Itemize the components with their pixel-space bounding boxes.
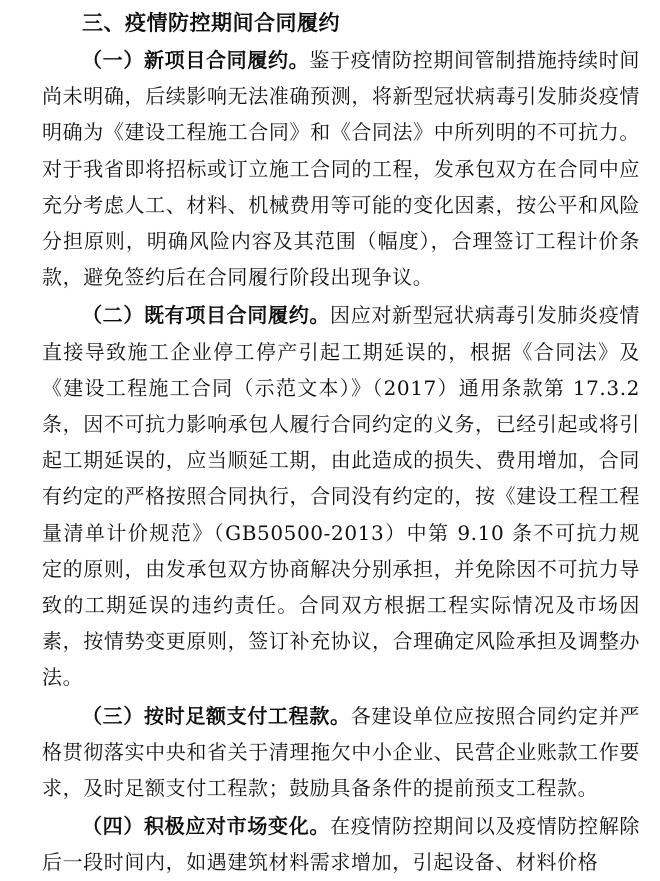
paragraph-market-changes <box>42 808 640 880</box>
paragraph-timely-payment <box>42 698 640 807</box>
paragraph-existing-project-contract <box>42 297 640 695</box>
paragraph-heading: （四）积极应对市场变化。 <box>82 814 331 839</box>
paragraph-heading: （三）按时足额支付工程款。 <box>82 703 351 728</box>
paragraph-body: 因应对新型冠状病毒引发肺炎疫情直接导致施工企业停工停产引起工期延误的，根据《合同法》及《建设工程施工合同（示范文本）》（2017）通用条款第 17.3.2 条，因不可抗力影响承包人履行合同约定的义务，已经引起或将引起工期延误的，应当顺延工期，由此造成的损失、费用增加，合同有约定的严格按照合同执行，合同没有约定的，按《建设工程工程量清单计价规范》（GB50500-2013）中第 9.10 条不可抗力规定的原则，由发承包双方协商解决分别承担，并免除因不可抗力导致的工期延误的违约责任。合同双方根据工程实际情况及市场因素，按情势变更原则，签订补充协议，合理确定风险承担及调整办法。 <box>42 303 640 690</box>
paragraph-new-project-contract <box>42 42 640 295</box>
paragraph-body: 鉴于疫情防控期间管制措施持续时间尚未明确，后续影响无法准确预测，将新型冠状病毒引发肺炎疫情明确为《建设工程施工合同》和《合同法》中所列明的不可抗力。对于我省即将招标或订立施工合同的工程，发承包双方在合同中应充分考虑人工、材料、机械费用等可能的变化因素，按公平和风险分担原则，明确风险内容及其范围（幅度），合理签订工程计价条款，避免签约后在合同履行阶段出现争议。 <box>42 48 640 290</box>
section-title: 三、疫情防控期间合同履约 <box>82 11 340 35</box>
paragraph-heading: （二）既有项目合同履约。 <box>82 303 331 328</box>
paragraph-body: 在疫情防控期间以及疫情防控解除后一段时间内，如遇建筑材料需求增加，引起设备、材料价格 <box>42 814 640 875</box>
paragraph-heading: （一）新项目合同履约。 <box>82 48 310 72</box>
paragraph-body: 各建设单位应按照合同约定并严格贯彻落实中央和省关于清理拖欠中小企业、民营企业账款工作要求，及时足额支付工程款；鼓励具备条件的提前预支工程款。 <box>42 703 640 801</box>
